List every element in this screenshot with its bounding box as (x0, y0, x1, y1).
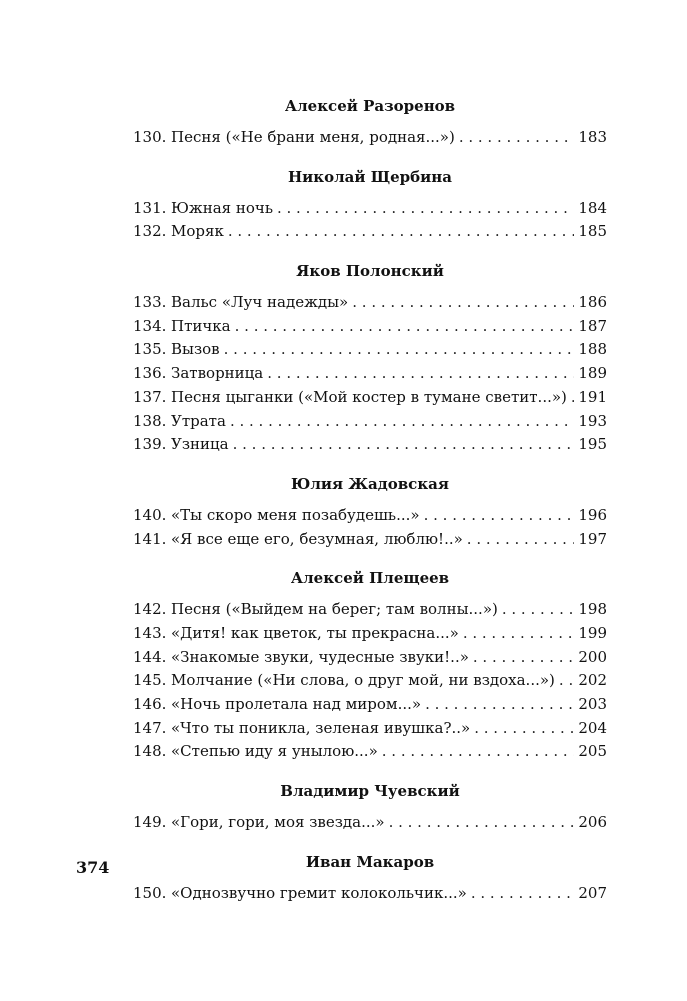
entry-title: «Что ты поникла, зеленая ивушка?..» (171, 718, 471, 737)
toc-entry (133, 811, 607, 835)
dot-leader (424, 504, 575, 528)
section-author: Иван Макаров (305, 852, 435, 871)
dot-leader (382, 740, 575, 764)
entry-title: «Гори, гори, моя звезда...» (171, 813, 385, 832)
dot-leader (267, 362, 574, 386)
entry-number: 148. (133, 742, 167, 761)
entry-list (133, 882, 607, 906)
entry-page: 202 (578, 671, 607, 690)
dot-leader (425, 693, 574, 717)
entry-list (133, 126, 607, 150)
dot-leader (463, 622, 575, 646)
entry-page: 186 (578, 293, 607, 312)
entry-page: 183 (578, 128, 607, 146)
entry-number: 141. (133, 529, 167, 548)
entry-title: «Однозвучно гремит колокольчик...» (171, 883, 467, 902)
toc-entry (133, 669, 607, 693)
table-of-contents (133, 93, 607, 919)
dot-leader (277, 197, 574, 221)
entry-number: 137. (133, 387, 167, 406)
entry-number: 136. (133, 364, 167, 383)
entry-number: 142. (133, 600, 167, 619)
entry-number: 134. (133, 316, 167, 335)
toc-entry (133, 338, 607, 362)
entry-number: 139. (133, 435, 167, 454)
toc-entry (133, 220, 607, 244)
toc-entry (133, 504, 607, 528)
entry-title: Южная ночь (171, 198, 273, 217)
entry-number: 138. (133, 411, 167, 430)
toc-section (133, 849, 607, 906)
entry-page: 185 (578, 222, 607, 241)
entry-page: 195 (578, 435, 607, 454)
entry-number: 144. (133, 647, 167, 666)
toc-entry (133, 528, 607, 552)
entry-title: «Степью иду я унылою...» (171, 742, 378, 761)
entry-list (133, 197, 607, 244)
entry-list (133, 504, 607, 551)
entry-title: Узница (171, 435, 229, 454)
entry-page: 198 (578, 600, 607, 619)
entry-number: 140. (133, 505, 167, 524)
entry-title: «Дитя! как цветок, ты прекрасна...» (171, 623, 459, 642)
section-author: Николай Щербина (287, 167, 453, 186)
dot-leader (502, 598, 575, 622)
entry-number: 133. (133, 293, 167, 312)
entry-title: Вызов (171, 340, 220, 359)
toc-entry (133, 386, 607, 410)
toc-entry (133, 740, 607, 764)
entry-page: 191 (578, 387, 607, 406)
section-author: Юлия Жадовская (291, 474, 449, 493)
entry-number: 149. (133, 813, 167, 832)
entry-title: Молчание («Ни слова, о друг мой, ни вздоха...») (171, 671, 555, 690)
toc-entry (133, 126, 607, 150)
entry-number: 130. (133, 128, 167, 146)
entry-number: 150. (133, 883, 167, 902)
toc-entry (133, 717, 607, 741)
entry-page: 197 (578, 529, 607, 548)
toc-entry (133, 693, 607, 717)
entry-title: «Ты скоро меня позабудешь...» (171, 505, 420, 524)
entry-list (133, 811, 607, 835)
dot-leader (559, 669, 574, 693)
dot-leader (473, 646, 574, 670)
toc-section (133, 93, 607, 150)
entry-title: Затворница (171, 364, 264, 383)
section-author: Яков Полонский (296, 262, 444, 281)
entry-page: 199 (578, 623, 607, 642)
entry-number: 147. (133, 718, 167, 737)
entry-page: 184 (578, 198, 607, 217)
entry-title: Утрата (171, 411, 226, 430)
dot-leader (474, 717, 574, 741)
toc-section (133, 164, 607, 244)
entry-page: 187 (578, 316, 607, 335)
entry-title: Моряк (171, 222, 224, 241)
entry-title: Птичка (171, 316, 231, 335)
toc-section (133, 471, 607, 551)
page-number: 374 (76, 858, 110, 877)
entry-page: 205 (578, 742, 607, 761)
dot-leader (233, 433, 575, 457)
entry-title: Вальс «Луч надежды» (171, 293, 349, 312)
toc-entry (133, 646, 607, 670)
entry-title: Песня («Выйдем на берег; там волны...») (171, 600, 498, 619)
entry-page: 206 (578, 813, 607, 832)
dot-leader (352, 291, 574, 315)
entry-title: «Ночь пролетала над миром...» (171, 695, 422, 713)
entry-page: 189 (578, 364, 607, 383)
entry-page: 200 (578, 647, 607, 666)
entry-page: 196 (578, 505, 607, 524)
toc-section (133, 258, 607, 457)
entry-number: 145. (133, 671, 167, 690)
toc-entry (133, 291, 607, 315)
entry-title: Песня цыганки («Мой костер в тумане светит...») (171, 387, 567, 406)
section-author: Владимир Чуевский (280, 782, 460, 801)
entry-title: «Знакомые звуки, чудесные звуки!..» (171, 647, 469, 666)
entry-number: 132. (133, 222, 167, 241)
entry-page: 188 (578, 340, 607, 359)
section-author: Алексей Разоренов (284, 97, 456, 115)
toc-entry (133, 197, 607, 221)
entry-page: 207 (578, 883, 607, 902)
entry-number: 131. (133, 198, 167, 217)
section-author: Алексей Плещеев (290, 569, 450, 588)
entry-page: 193 (578, 411, 607, 430)
dot-leader (571, 386, 574, 410)
entry-title: «Я все еще его, безумная, люблю!..» (171, 529, 463, 548)
toc-entry (133, 598, 607, 622)
dot-leader (224, 338, 575, 362)
entry-list (133, 291, 607, 457)
entry-number: 135. (133, 340, 167, 359)
dot-leader (471, 882, 575, 906)
toc-section (133, 565, 607, 764)
dot-leader (228, 220, 575, 244)
toc-entry (133, 622, 607, 646)
toc-section (133, 778, 607, 835)
toc-entry (133, 410, 607, 434)
entry-list (133, 598, 607, 764)
entry-number: 146. (133, 695, 167, 713)
dot-leader (230, 410, 574, 434)
entry-title: Песня («Не брани меня, родная...») (171, 128, 455, 146)
toc-entry (133, 362, 607, 386)
entry-page: 203 (578, 695, 607, 713)
toc-entry (133, 882, 607, 906)
dot-leader (459, 126, 575, 150)
dot-leader (467, 528, 575, 552)
entry-number: 143. (133, 623, 167, 642)
toc-entry (133, 433, 607, 457)
dot-leader (235, 315, 575, 339)
toc-entry (133, 315, 607, 339)
dot-leader (389, 811, 575, 835)
entry-page: 204 (578, 718, 607, 737)
